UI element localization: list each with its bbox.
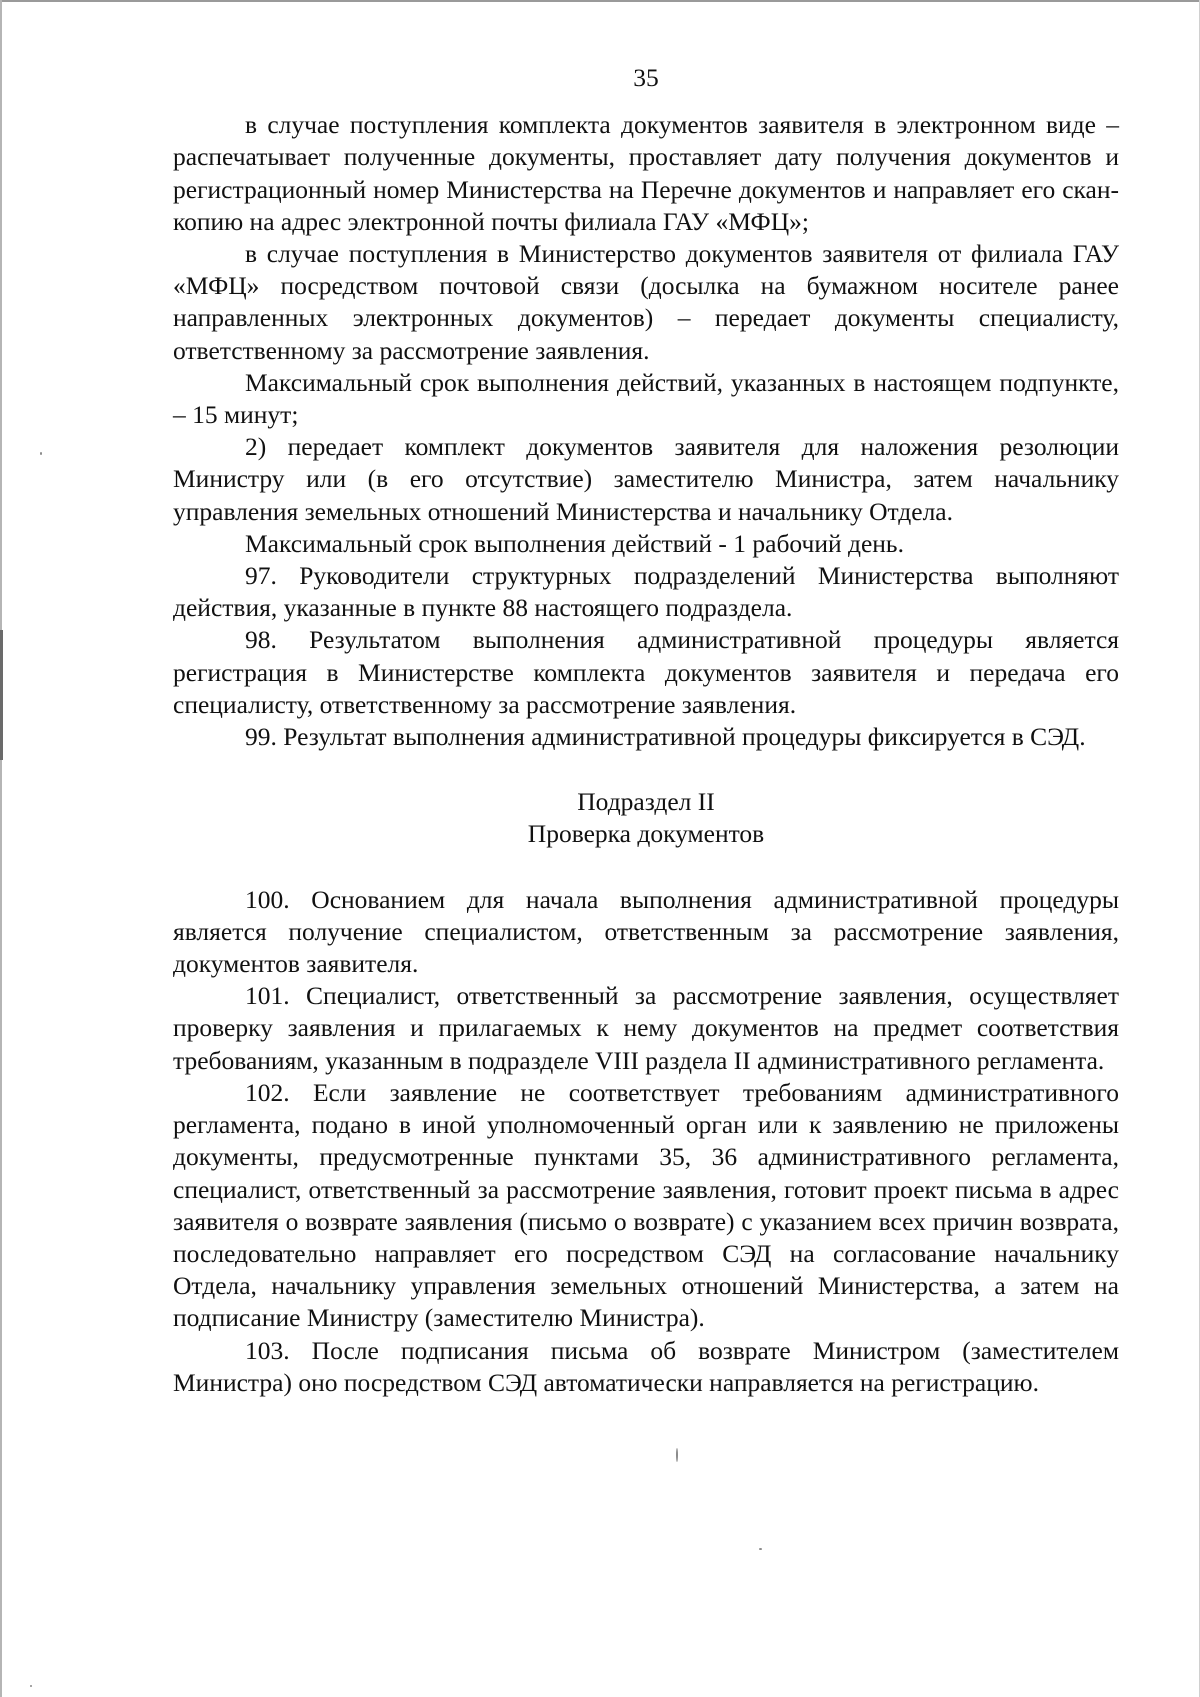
subsection-name: Проверка документов	[527, 819, 765, 849]
subsection-title: Подраздел II	[577, 787, 715, 817]
paragraph: 2) передает комплект документов заявителя для наложения резолюции Министру или (в его отсутствие) заместителю Министра, затем начальнику управления земельных отношений Министерства и начальнику Отдела.	[173, 432, 1119, 526]
page-number: 35	[633, 63, 659, 92]
scan-edge-top	[0, 0, 1200, 2]
paragraph: Максимальный срок выполнения действий - 1 рабочий день.	[245, 528, 904, 558]
paragraph: 102. Если заявление не соответствует требованиям административного регламента, подано в иной уполномоченный орган или к заявлению не приложены документы, предусмотренные пунктами 35, 36 административного регламента, специалист, ответственный за рассмотрение заявления, готовит проект письма в адрес заявителя о возврате заявления (письмо о возврате) с указанием всех причин возврата, последовательно направляет его посредством СЭД на согласование начальнику Отдела, начальнику управления земельных отношений Министерства, а затем на подписание Министру (заместителю Министра).	[173, 1077, 1119, 1333]
paragraph: в случае поступления в Министерство документов заявителя от филиала ГАУ «МФЦ» посредством почтовой связи (досылка на бумажном носителе ранее направленных электронных документов) – передает документы специалисту, ответственному за рассмотрение заявления.	[173, 239, 1119, 365]
paragraph: 103. После подписания письма об возврате Министром (заместителем Министра) оно посредством СЭД автоматически направляется на регистрацию.	[173, 1335, 1119, 1397]
scan-edge-mark	[0, 630, 3, 760]
paragraph: 99. Результат выполнения административной процедуры фиксируется в СЭД.	[245, 722, 1086, 752]
scan-edge-left	[0, 0, 2, 1697]
scan-speck	[759, 1548, 762, 1550]
scan-speck	[30, 1685, 32, 1687]
scan-speck	[40, 452, 42, 455]
scan-speck	[676, 1448, 678, 1462]
paragraph: 97. Руководители структурных подразделений Министерства выполняют действия, указанные в пункте 88 настоящего подраздела.	[173, 561, 1119, 623]
paragraph: 101. Специалист, ответственный за рассмотрение заявления, осуществляет проверку заявления и прилагаемых к нему документов на предмет соответствия требованиям, указанным в подразделе VIII раздела II административного регламента.	[173, 981, 1119, 1075]
paragraph: 100. Основанием для начала выполнения административной процедуры является получение специалистом, ответственным за рассмотрение заявления, документов заявителя.	[173, 884, 1119, 979]
paragraph: в случае поступления комплекта документов заявителя в электронном виде – распечатывает полученные документы, проставляет дату получения документов и регистрационный номер Министерства на Перечне документов и направляет его скан-копию на адрес электронной почты филиала ГАУ «МФЦ»;	[173, 110, 1119, 236]
document-body	[173, 62, 1119, 1399]
paragraph: 98. Результатом выполнения административной процедуры является регистрация в Министерстве комплекта документов заявителя и передача его специалисту, ответственному за рассмотрение заявления.	[173, 625, 1119, 719]
paragraph: Максимальный срок выполнения действий, указанных в настоящем подпункте, – 15 минут;	[173, 367, 1119, 430]
